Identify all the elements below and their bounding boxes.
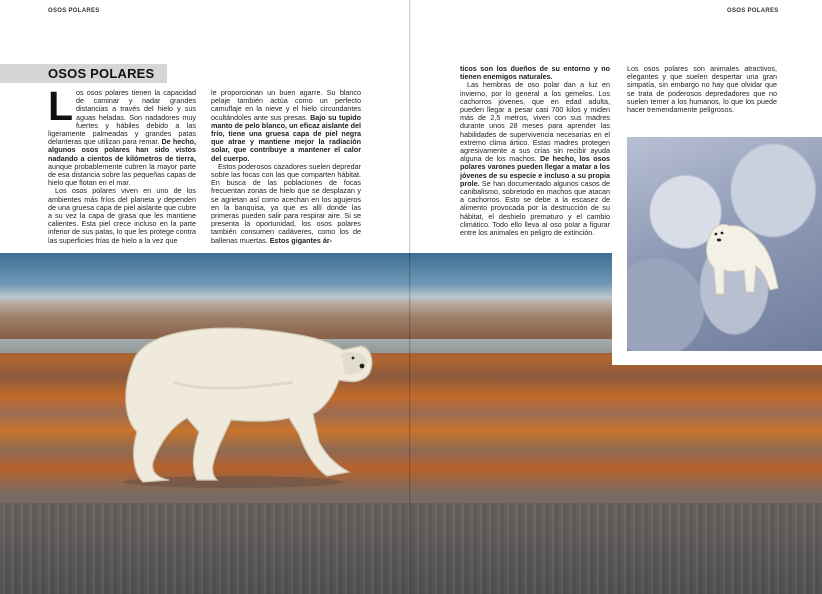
text-column-4 bbox=[627, 65, 777, 114]
text-run: Se han documentado algunos casos de canibalismo, sobretodo en machos que atacan a cachorros. Esto se debe a la escasez de alimento provocada por la destrucción de su hábitat, el deshielo prematuro y el cambio climático. Todo ello lleva al oso polar a figurar entre los animales en peligro de extinción. bbox=[460, 178, 610, 238]
text-run-bold: ticos son los dueños de su entorno y no tienen enemigos naturales. bbox=[460, 64, 610, 82]
text-run-bold: Bajo su tupido manto de pelo blanco, un eficaz aislante del frío, tiene una gruesa capa de piel negra que atrae y mantiene mejor la radiación solar, que contribuye a mantener el calor del cuerpo. bbox=[211, 112, 361, 163]
text-column-3 bbox=[460, 65, 610, 237]
paragraph bbox=[460, 65, 610, 81]
small-polar-bear-illustration bbox=[700, 222, 780, 298]
photo-gravel bbox=[0, 503, 822, 594]
paragraph: Los osos polares son animales atractivos, elegantes y que suelen despertar una gran simpatía, sin embargo no hay que olvidar que se trata de poderosos depredadores que no suelen temer a los humanos, lo que los puede hacer tremendamente peligrosos. bbox=[627, 64, 777, 115]
running-head-right: OSOS POLARES bbox=[727, 8, 779, 14]
paragraph bbox=[460, 81, 610, 237]
drop-cap: L bbox=[48, 83, 74, 129]
paragraph bbox=[211, 89, 361, 163]
paragraph bbox=[211, 163, 361, 245]
text-run: os osos polares tienen la capacidad de caminar y nadar grandes distancias a través del hielo y sus aguas heladas. Son nadadores muy fuertes y hábiles debido a las ligeramente palmeadas y grandes patas delanteras que utilizan para remar. bbox=[48, 88, 196, 147]
paragraph bbox=[48, 83, 196, 188]
text-run: Las hembras de oso polar dan a luz en invierno, por lo general a los gemelos. Los cachorros jóvenes, que en edad adulta, pueden llegar a pesar casi 700 kilos y miden más de 2,5 metros, viven con sus madres durante unos 28 meses para aprender las habilidades de supervivencia necesarias en el extremo clima ártico. Estas madres protegen agresivamente a sus crías sin recibir ayuda alguna de los machos. bbox=[460, 80, 610, 164]
text-run-bold: Estos gigantes ár- bbox=[269, 235, 333, 245]
text-column-1 bbox=[48, 83, 196, 245]
text-run: le proporcionan un buen agarre. Su blanco pelaje también actúa como un perfecto camuflaje en la nieve y el hielo circundantes ocultándoles ante sus presas. bbox=[211, 88, 361, 122]
text-run-bold: De hecho, los osos polares varones pueden llegar a matar a los jóvenes de su especie e incluso a su propia prole. bbox=[460, 154, 610, 188]
text-run: Estos poderosos cazadores suelen depredar sobre las focas con las que comparten hábitat. En busca de las poblaciones de focas frecuentan zonas de hielo que se desplazan y se agrietan así como acechan en los agujeros en la banquisa, ya que es allí donde las primeras pueden salir para respirar aire. Si se presenta la oportunidad, los osos polares también consumen cadáveres, como los de ballenas muertas. bbox=[211, 161, 361, 245]
text-run-bold: De hecho, algunos osos polares han sido vistos nadando a cientos de kilómetros de tierra, bbox=[48, 137, 196, 163]
text-run: aunque probablemente cubren la mayor parte de esa distancia sobre las pequeñas capas de hielo que flotan en el mar. bbox=[48, 161, 196, 188]
page-gutter bbox=[409, 0, 411, 594]
text-column-2 bbox=[211, 89, 361, 245]
running-head-left: OSOS POLARES bbox=[48, 8, 100, 14]
polar-bear-illustration bbox=[113, 322, 375, 488]
article-title: OSOS POLARES bbox=[48, 66, 155, 81]
paragraph: Los osos polares viven en uno de los ambientes más fríos del planeta y dependen de una gruesa capa de piel aislante que cubre a su vez la capa de grasa que les mantiene calientes. Esta piel crece incluso en la parte inferior de sus patas, lo que les protege contra las superficies frías de hielo a la vez que bbox=[48, 186, 196, 245]
